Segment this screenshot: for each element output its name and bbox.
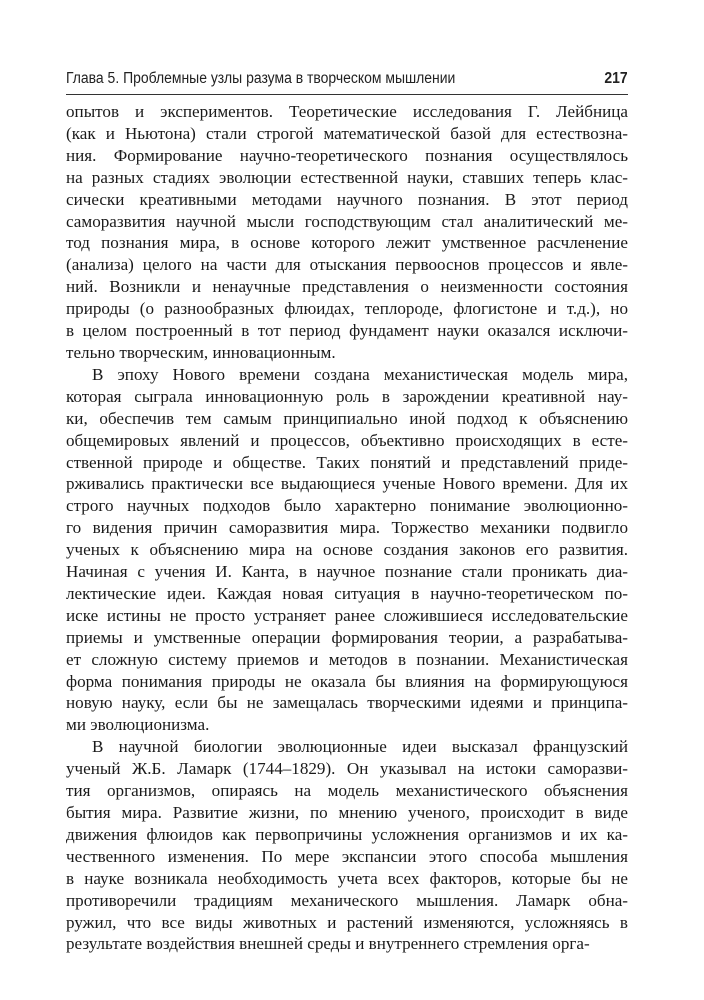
text-line: которая сыграла инновационную роль в зарождении креативной нау- — [66, 386, 628, 406]
text-line: на разных стадиях эволюции естественной науки, ставших теперь клас- — [66, 167, 628, 187]
chapter-title: Глава 5. Проблемные узлы разума в творческом мышлении — [66, 70, 456, 87]
paragraph — [66, 364, 628, 736]
text-line: рживались практически все выдающиеся ученые Нового времени. Для их — [66, 474, 628, 494]
body-text — [66, 101, 628, 955]
page-number: 217 — [604, 70, 628, 87]
text-line: ми эволюционизма. — [66, 715, 210, 735]
text-line: сически креативными методами научного познания. В этот период — [66, 189, 628, 209]
text-line: приемы и умственные операции формирования теории, а разрабатыва- — [66, 627, 628, 647]
text-line: ученый Ж.Б. Ламарк (1744–1829). Он указывал на истоки саморазви- — [66, 759, 628, 779]
text-line: в целом построенный в тот период фундамент науки оказался исключи- — [66, 321, 628, 341]
text-line: саморазвития научной мысли господствующим стал аналитический ме- — [66, 211, 628, 231]
text-line: го видения причин саморазвития мира. Торжество механики подвигло — [66, 518, 628, 538]
paragraph — [66, 101, 628, 364]
text-line: ний. Возникли и ненаучные представления о неизменности состояния — [66, 277, 628, 297]
text-line: опытов и экспериментов. Теоретические исследования Г. Лейбница — [66, 102, 628, 121]
text-line: в науке возникала необходимость учета всех факторов, которые бы не — [66, 868, 628, 888]
text-line: форма понимания природы не оказала бы влияния на формирующуюся — [66, 671, 628, 691]
text-line: (анализа) целого на части для отыскания первооснов процессов и явле- — [66, 255, 628, 275]
text-line: тод познания мира, в основе которого лежит умственное расчленение — [66, 233, 628, 253]
text-line: общемировых явлений и процессов, объективно происходящих в есте- — [66, 430, 628, 450]
text-line: ружил, что все виды животных и растений изменяются, усложняясь в — [66, 912, 628, 932]
text-line: движения флюидов как первопричины усложнения организмов и их ка- — [66, 824, 628, 844]
text-line: лектические идеи. Каждая новая ситуация в научно-теоретическом по- — [66, 583, 628, 603]
text-line: В научной биологии эволюционные идеи высказал французский — [92, 737, 628, 757]
text-line: чественного изменения. По мере экспансии этого способа мышления — [66, 846, 628, 866]
text-line: ки, обеспечив тем самым принципиально иной подход к объяснению — [66, 408, 628, 428]
text-line: строго научных подходов было характерно понимание эволюционно- — [66, 496, 628, 516]
text-line: (как и Ньютона) стали строгой математической базой для естествозна- — [66, 123, 628, 143]
text-line: иске истины не просто устраняет ранее сложившиеся исследовательские — [66, 605, 628, 625]
paragraph — [66, 736, 628, 955]
text-line: Начиная с учения И. Канта, в научное познание стали проникать диа- — [66, 562, 628, 582]
text-line: тия организмов, опираясь на модель механистического объяснения — [66, 781, 628, 801]
text-line: тельно творческим, инновационным. — [66, 342, 336, 362]
text-line: В эпоху Нового времени создана механистическая модель мира, — [92, 364, 628, 384]
header-divider — [66, 94, 628, 95]
text-line: противоречили традициям механического мышления. Ламарк обна- — [66, 890, 628, 910]
text-line: природы (о разнообразных флюидах, теплороде, флогистоне и т.д.), но — [66, 299, 628, 319]
text-line: ученых к объяснению мира на основе создания законов его развития. — [66, 540, 628, 560]
text-line: ет сложную систему приемов и методов в познании. Механистическая — [66, 649, 628, 669]
text-line: результате воздействия внешней среды и внутреннего стремления орга- — [66, 934, 590, 954]
text-line: ственной природе и обществе. Таких понятий и представлений приде- — [66, 452, 628, 472]
text-line: ния. Формирование научно-теоретического познания осуществлялось — [66, 145, 628, 165]
text-line: новую науку, если бы не замещалась творческими идеями и принципа- — [66, 693, 628, 713]
running-header — [66, 68, 628, 92]
text-line: бытия мира. Развитие жизни, по мнению ученого, происходит в виде — [66, 803, 628, 822]
